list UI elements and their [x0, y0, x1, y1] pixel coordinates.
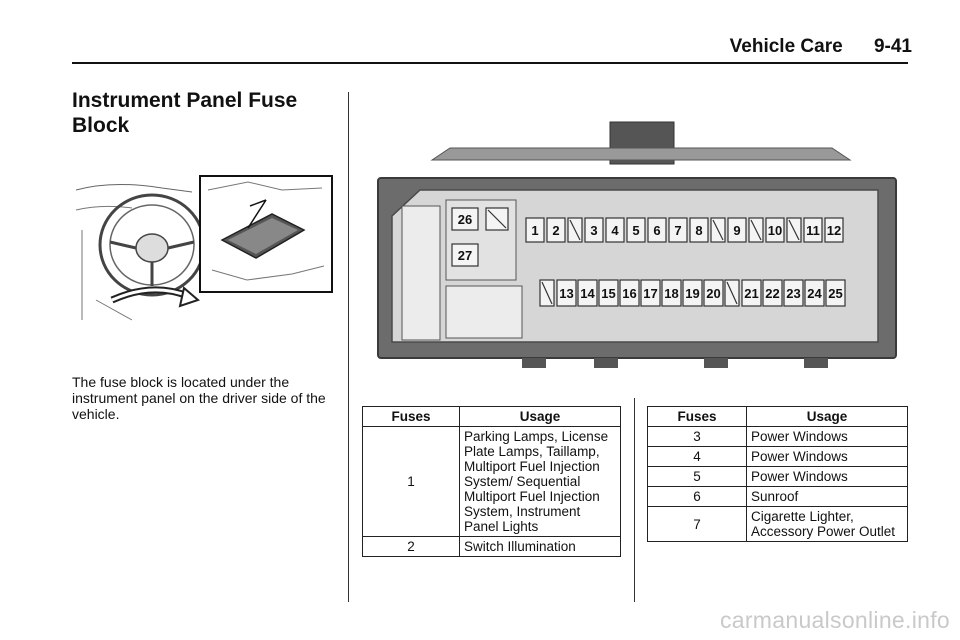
fuse-table-right: [647, 406, 908, 542]
fuse-number-label: 16: [622, 286, 637, 301]
fuse-number: 4: [648, 447, 747, 467]
fuse-number-label: 4: [611, 223, 619, 238]
table-row: [648, 467, 908, 487]
table-row: [648, 507, 908, 542]
fuse-number: 7: [648, 507, 747, 542]
fuse-slot: [804, 218, 822, 242]
left-compartment: [402, 206, 440, 340]
fuse-number-label: 25: [828, 286, 843, 301]
body-text: The fuse block is located under the instrument panel on the driver side of the vehicle.: [72, 374, 326, 422]
fuse-number-label: 1: [531, 223, 539, 238]
fuse-slot: [452, 244, 478, 266]
fuse-slot: [704, 280, 723, 306]
mount-tab: [804, 358, 828, 368]
fuse-slot: [669, 218, 687, 242]
header-rule: [72, 62, 908, 64]
fuse-slot: [784, 280, 803, 306]
spare-slot: [486, 208, 508, 230]
spare-slot: [725, 280, 739, 306]
fuse-number-label: 2: [552, 223, 560, 238]
lower-left-compartment: [446, 286, 522, 338]
mount-tab: [594, 358, 618, 368]
fuse-slot: [599, 280, 618, 306]
header-section: Vehicle Care: [729, 36, 843, 57]
table-row: [648, 427, 908, 447]
fuse-usage: Cigarette Lighter, Accessory Power Outlet: [747, 507, 908, 542]
fuse-number-label: 9: [733, 223, 741, 238]
table-row: [648, 447, 908, 467]
fuse-number-label: 20: [706, 286, 721, 301]
mount-tab: [704, 358, 728, 368]
table-header-row: [648, 407, 908, 427]
fuse-number-label: 10: [767, 223, 783, 238]
fuse-slot: [620, 280, 639, 306]
fuse-number-label: 5: [632, 223, 640, 238]
fuse-number-label: 13: [559, 286, 574, 301]
fuse-number-label: 12: [826, 223, 842, 238]
spare-slot: [787, 218, 801, 242]
fuse-number-label: 21: [744, 286, 759, 301]
fuse-number-label: 27: [457, 248, 473, 263]
fuse-slot: [547, 218, 565, 242]
spare-slot: [568, 218, 582, 242]
table-row: [363, 427, 621, 537]
fuse-number: 6: [648, 487, 747, 507]
watermark: carmanualsonline.info: [719, 607, 950, 633]
spare-slot: [749, 218, 763, 242]
fuse-slot: [805, 280, 824, 306]
fuse-slot: [662, 280, 681, 306]
fuse-number-label: 18: [664, 286, 679, 301]
fuse-slot: [452, 208, 478, 230]
fuse-number-label: 23: [786, 286, 801, 301]
fuse-usage: Sunroof: [747, 487, 908, 507]
fuse-usage: Parking Lamps, License Plate Lamps, Taillamp, Multiport Fuel Injection System/ Sequential Multiport Fuel Injection System, Instrument Panel Lights: [460, 427, 621, 537]
fuse-number-label: 3: [590, 223, 598, 238]
fuse-number: 1: [363, 427, 460, 537]
fuse-slot: [557, 280, 576, 306]
fuse-number-label: 22: [765, 286, 780, 301]
fuse-number: 5: [648, 467, 747, 487]
section-title: Instrument Panel Fuse Block: [72, 89, 298, 137]
fuse-slot: [641, 280, 660, 306]
fuse-usage: Switch Illumination: [460, 537, 621, 557]
spare-slot: [711, 218, 725, 242]
steering-wheel-icon: [100, 195, 204, 295]
fuse-number-label: 11: [806, 223, 820, 238]
fuse-number-label: 7: [674, 223, 682, 238]
fuse-number-label: 8: [695, 223, 703, 238]
fuse-table-left: [362, 406, 621, 557]
fuse-usage: Power Windows: [747, 427, 908, 447]
table-header-row: [363, 407, 621, 427]
fuse-usage: Power Windows: [747, 447, 908, 467]
table-row: [363, 537, 621, 557]
column-header-fuses: Fuses: [363, 407, 460, 427]
fuse-slot: [683, 280, 702, 306]
fuse-number-label: 6: [653, 223, 661, 238]
fuse-slot: [606, 218, 624, 242]
column-header-fuses: Fuses: [648, 407, 747, 427]
block-top-edge: [432, 148, 850, 160]
fuse-slot: [627, 218, 645, 242]
fuse-number: 2: [363, 537, 460, 557]
locator-illustration: [72, 170, 334, 330]
fuse-usage: Power Windows: [747, 467, 908, 487]
fuse-block-diagram: [372, 120, 902, 370]
fuse-slot: [763, 280, 782, 306]
fuse-slot: [585, 218, 603, 242]
fuse-slot: [728, 218, 746, 242]
column-divider-tables: [634, 398, 635, 602]
page-header: [730, 36, 912, 58]
fuse-slot: [766, 218, 784, 242]
column-divider: [348, 92, 349, 602]
fuse-slot: [825, 218, 843, 242]
fuse-number-label: 14: [580, 286, 595, 301]
mount-tab: [522, 358, 546, 368]
fuse-slot: [826, 280, 845, 306]
table-row: [648, 487, 908, 507]
fuse-slot: [578, 280, 597, 306]
fuse-number-label: 15: [601, 286, 616, 301]
fuse-slot: [648, 218, 666, 242]
spare-slot: [540, 280, 554, 306]
fuse-number-label: 17: [643, 286, 658, 301]
column-header-usage: Usage: [460, 407, 621, 427]
fuse-slot: [742, 280, 761, 306]
fuse-number-label: 26: [457, 212, 473, 227]
header-page-number: 9-41: [873, 36, 912, 57]
column-header-usage: Usage: [747, 407, 908, 427]
fuse-slot: [690, 218, 708, 242]
fuse-number: 3: [648, 427, 747, 447]
fuse-slot: [526, 218, 544, 242]
pointer-arrow-icon: [112, 288, 198, 306]
fuse-number-label: 24: [807, 286, 822, 301]
inset-detail-icon: [200, 176, 332, 292]
fuse-number-label: 19: [685, 286, 700, 301]
